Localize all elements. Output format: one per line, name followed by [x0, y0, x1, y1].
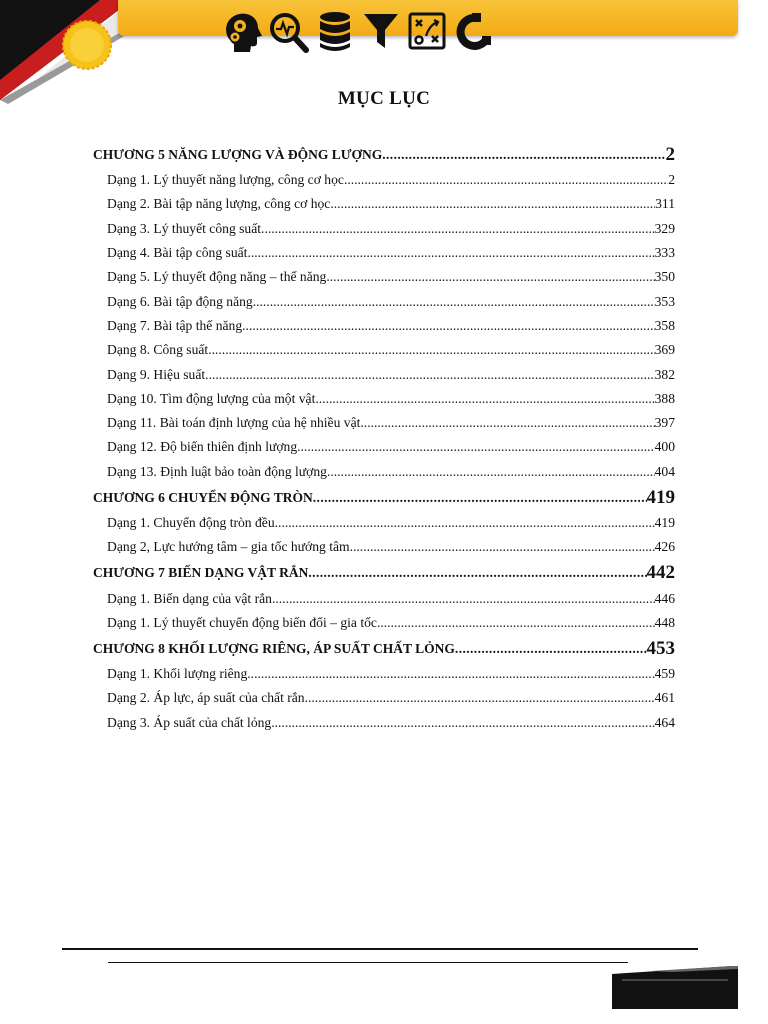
toc-section-entry[interactable] [93, 192, 675, 216]
toc-section-entry[interactable] [93, 217, 675, 241]
toc-entry-title: Dạng 1. Lý thuyết năng lượng, công cơ học [107, 172, 344, 188]
toc-dot-leader [326, 269, 654, 285]
toc-section-entry[interactable] [93, 168, 675, 192]
toc-entry-title: Dạng 5. Lý thuyết động năng – thế năng [107, 269, 327, 285]
toc-section-entry[interactable] [93, 241, 675, 265]
toc-page-number: 2 [665, 144, 675, 165]
toc-dot-leader [275, 515, 655, 531]
toc-dot-leader [313, 490, 647, 506]
toc-entry-title: Dạng 3. Áp suất của chất lỏng [107, 714, 272, 730]
toc-page-number: 350 [654, 269, 675, 285]
toc-dot-leader [308, 565, 646, 581]
toc-dot-leader [382, 147, 665, 163]
toc-page-number: 353 [654, 293, 675, 309]
toc-section-entry[interactable] [93, 535, 675, 559]
footer-rule-thin [108, 962, 628, 963]
toc-section-entry[interactable] [93, 289, 675, 313]
toc-page-number: 369 [654, 342, 675, 358]
toc-section-entry[interactable] [93, 460, 675, 484]
toc-section-entry[interactable] [93, 435, 675, 459]
toc-entry-title: CHƯƠNG 7 BIẾN DẠNG VẬT RẮN [93, 565, 309, 581]
toc-chapter-entry[interactable] [93, 559, 675, 586]
toc-section-entry[interactable] [93, 586, 675, 610]
page-title: MỤC LỤC [337, 88, 431, 109]
toc-chapter-entry[interactable] [93, 635, 675, 662]
toc-section-entry[interactable] [93, 265, 675, 289]
magnet-icon [452, 10, 494, 54]
toc-entry-title: Dạng 6. Bài tập động năng [107, 293, 253, 309]
header-icons [222, 10, 494, 54]
sun-icon [63, 21, 111, 69]
toc-dot-leader [315, 391, 654, 407]
brain-gears-icon [222, 10, 264, 54]
toc-entry-title: Dạng 7. Bài tập thế năng [107, 317, 243, 333]
toc-page-number: 419 [654, 515, 675, 530]
toc-page-number: 446 [654, 590, 675, 606]
toc-section-entry[interactable] [93, 611, 675, 635]
toc-chapter-entry[interactable] [93, 141, 675, 168]
toc-entry-title: CHƯƠNG 5 NĂNG LƯỢNG VÀ ĐỘNG LƯỢNG [93, 147, 383, 162]
toc-page-number: 333 [654, 245, 675, 261]
toc-entry-title: Dạng 8. Công suất [107, 342, 209, 358]
toc-entry-title: Dạng 2, Lực hướng tâm – gia tốc hướng tâm [107, 539, 350, 555]
toc-dot-leader [455, 641, 647, 657]
toc-dot-leader [208, 342, 654, 358]
toc-dot-leader [271, 715, 654, 731]
toc-page-number: 382 [654, 366, 675, 382]
toc-page-number: 397 [654, 415, 675, 431]
toc-entry-title: Dạng 10. Tìm động lượng của một vật [107, 390, 316, 406]
toc-entry-title: Dạng 1. Biến dạng của vật rắn [107, 590, 272, 606]
toc-dot-leader [247, 245, 654, 261]
toc-page-number: 358 [654, 317, 675, 333]
toc-entry-title: Dạng 11. Bài toán định lượng của hệ nhiều vật [107, 415, 361, 431]
footer-decoration [612, 966, 738, 1009]
toc-entry-title: CHƯƠNG 6 CHUYỂN ĐỘNG TRÒN [93, 489, 313, 505]
toc-page-number: 388 [654, 390, 675, 406]
magnifier-chart-icon [268, 10, 310, 54]
toc-entry-title: Dạng 9. Hiệu suất [107, 366, 206, 382]
toc-section-entry[interactable] [93, 314, 675, 338]
strategy-board-icon [406, 10, 448, 54]
toc-entry-title: Dạng 4. Bài tập công suất [107, 245, 248, 261]
toc-section-entry[interactable] [93, 387, 675, 411]
toc-entry-title: Dạng 3. Lý thuyết công suất [107, 220, 262, 236]
toc-dot-leader [377, 615, 655, 631]
toc-page-number: 404 [654, 463, 675, 479]
toc-entry-title: CHƯƠNG 8 KHỐI LƯỢNG RIÊNG, ÁP SUẤT CHẤT LỎNG [93, 641, 455, 657]
toc-page-number: 459 [654, 666, 675, 682]
funnel-icon [360, 10, 402, 54]
toc-dot-leader [297, 439, 654, 455]
toc-section-entry[interactable] [93, 686, 675, 710]
toc-page-number: 448 [654, 614, 675, 630]
toc-entry-title: Dạng 1. Khối lượng riêng [107, 666, 248, 682]
toc-dot-leader [344, 172, 668, 188]
toc-dot-leader [330, 196, 655, 212]
toc-entry-title: Dạng 13. Định luật bảo toàn động lượng [107, 463, 327, 479]
toc-entry-title: Dạng 1. Chuyển động tròn đều [107, 515, 275, 530]
toc-page-number: 464 [654, 714, 675, 730]
toc-page-number: 442 [646, 562, 675, 584]
footer-rule-thick [62, 948, 698, 950]
toc-section-entry[interactable] [93, 338, 675, 362]
toc-dot-leader [350, 539, 655, 555]
toc-dot-leader [272, 591, 655, 607]
toc-dot-leader [205, 367, 654, 383]
toc-chapter-entry[interactable] [93, 484, 675, 511]
toc-dot-leader [247, 666, 654, 682]
toc-entry-title: Dạng 2. Áp lực, áp suất của chất rắn [107, 690, 305, 706]
toc-entry-title: Dạng 2. Bài tập năng lượng, công cơ học [107, 196, 331, 212]
toc-entry-title: Dạng 1. Lý thuyết chuyển động biến đổi – gia tốc [107, 614, 377, 630]
toc-page-number: 461 [654, 690, 675, 706]
toc-page-number: 453 [646, 638, 675, 660]
toc-section-entry[interactable] [93, 711, 675, 735]
toc-dot-leader [305, 690, 655, 706]
table-of-contents [93, 141, 675, 735]
toc-page-number: 426 [654, 539, 675, 555]
toc-section-entry[interactable] [93, 411, 675, 435]
toc-section-entry[interactable] [93, 362, 675, 386]
toc-page-number: 329 [654, 220, 675, 236]
toc-page-number: 2 [668, 172, 675, 188]
toc-section-entry[interactable] [93, 662, 675, 686]
toc-dot-leader [360, 415, 654, 431]
toc-page-number: 419 [646, 486, 675, 508]
toc-dot-leader [242, 318, 654, 334]
database-icon [314, 10, 356, 54]
toc-dot-leader [327, 464, 655, 480]
toc-page-number: 311 [655, 196, 675, 212]
toc-page-number: 400 [654, 439, 675, 455]
toc-entry-title: Dạng 12. Độ biến thiên định lượng [107, 439, 298, 455]
toc-section-entry[interactable] [93, 511, 675, 535]
toc-dot-leader [253, 294, 655, 310]
toc-dot-leader [261, 221, 655, 237]
